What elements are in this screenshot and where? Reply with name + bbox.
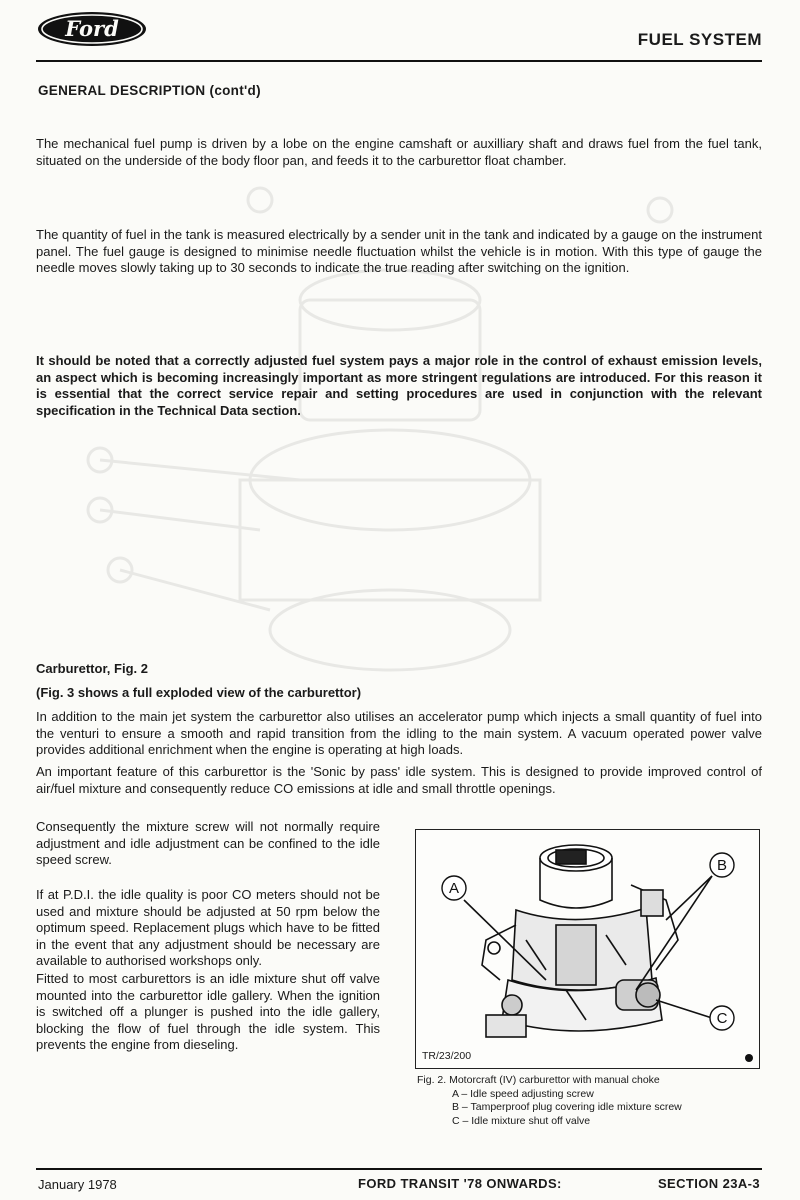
general-paragraph-3-emphasis: It should be noted that a correctly adjusted fuel system pays a major role in the control of exhaust emission levels, an aspect which is becoming increasingly important as more stringent regulations are introduced. For this reason it is essential that the correct service repair and setting procedures are used in conjunction with the relevant specification in the Technical Data section. <box>36 353 762 418</box>
figure-item-a: A – Idle speed adjusting screw <box>452 1087 594 1100</box>
figure-item-c: C – Idle mixture shut off valve <box>452 1114 591 1127</box>
carburettor-illustration <box>416 830 758 1067</box>
callout-a-label: A <box>448 880 460 897</box>
carburettor-paragraph-1: In addition to the main jet system the carburettor also utilises an accelerator pump which injects a small quantity of fuel into the venturi to ensure a smooth and rapid transition from the idling to the main system. A vacuum operated power valve provides additional enrichment when the engine is operating at high loads. <box>36 709 762 757</box>
general-paragraph-2: The quantity of fuel in the tank is measured electrically by a sender unit in the tank and indicated by a gauge on the instrument panel. The fuel gauge is designed to minimise needle fluctuation whilst the vehicle is in motion. With this type of gauge the needle moves slowly taking up to 30 seconds to indicate the true reading after switching on the ignition. <box>36 227 762 275</box>
footer-section-number: SECTION 23A-3 <box>657 1176 760 1191</box>
footer-date: January 1978 <box>38 1177 117 1192</box>
general-description-heading: GENERAL DESCRIPTION (cont'd) <box>38 83 261 98</box>
carburettor-paragraph-3: Consequently the mixture screw will not normally require adjustment and idle adjustment can be confined to the idle speed screw. <box>36 819 380 867</box>
carburettor-subheading: (Fig. 3 shows a full exploded view of the carburettor) <box>36 685 362 700</box>
ford-logo <box>36 10 148 48</box>
footer-publication: FORD TRANSIT '78 ONWARDS: <box>358 1176 562 1191</box>
callout-c-label: C <box>716 1010 728 1027</box>
logo-text: Ford <box>65 16 119 41</box>
figure-item-b: B – Tamperproof plug covering idle mixture screw <box>452 1101 682 1113</box>
corner-mark <box>745 1054 753 1062</box>
footer-rule <box>36 1168 762 1170</box>
carburettor-figure <box>415 829 760 1069</box>
section-title: FUEL SYSTEM <box>637 30 762 49</box>
figure-caption: Fig. 2. Motorcraft (IV) carburettor with manual choke <box>417 1074 660 1086</box>
carburettor-heading: Carburettor, Fig. 2 <box>36 661 148 676</box>
figure-reference: TR/23/200 <box>422 1050 472 1062</box>
carburettor-paragraph-5: Fitted to most carburettors is an idle mixture shut off valve mounted into the carburettor idle gallery. When the ignition is switched off a plunger is pushed into the idle gallery, blocking the flow of fuel through the idle system. This prevents the engine from dieseling. <box>36 971 380 1052</box>
carburettor-paragraph-2: An important feature of this carburettor is the 'Sonic by pass' idle system. This is designed to provide improved control of air/fuel mixture and consequently reduce CO emissions at idle and small throttle openings. <box>36 764 762 796</box>
carburettor-paragraph-4: If at P.D.I. the idle quality is poor CO meters should not be used and mixture should be adjusted at 50 rpm below the optimum speed. Replacement plugs which have to be fitted in the event that any adjustment should be necessary are available to authorised workshops only. <box>36 887 380 968</box>
figure-caption-block <box>417 1074 762 1128</box>
callout-b-label: B <box>716 857 728 874</box>
general-paragraph-1: The mechanical fuel pump is driven by a lobe on the engine camshaft or auxilliary shaft and draws fuel from the fuel tank, situated on the underside of the body floor pan, and feeds it to the carburettor float chamber. <box>36 136 762 168</box>
header-rule <box>36 60 762 62</box>
